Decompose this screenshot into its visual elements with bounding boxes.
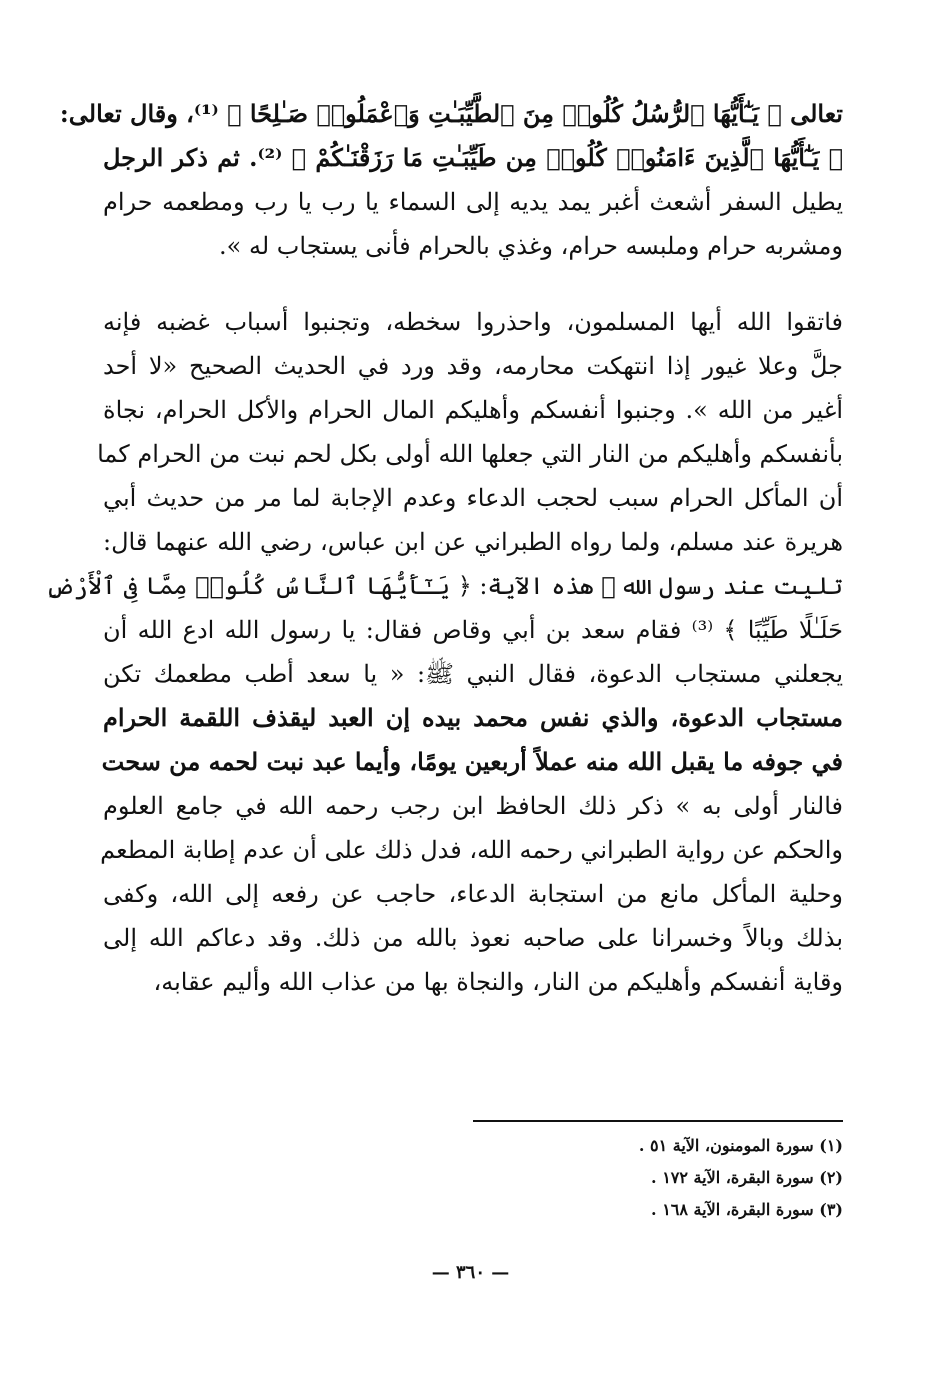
text-line: وحلية المأكل مانع من استجابة الدعاء، حاجب عن رفعه إلى الله، وكفى — [103, 880, 843, 908]
footnotes — [103, 1130, 843, 1226]
page-number: — ٣٦٠ — — [431, 1262, 510, 1283]
paragraph-haram-earnings — [45, 300, 844, 1004]
paragraph-quran-verses — [59, 92, 843, 268]
text-line: يطيل السفر أشعث أغبر يمد يديه إلى السماء يا رب يا رب ومطعمه حرام — [103, 188, 843, 216]
text-line: وقاية أنفسكم وأهليكم من النار، والنجاة بها من عذاب الله وأليم عقابه، — [153, 968, 843, 996]
text-line: بذلك وبالاً وخسرانا على صاحبه نعوذ بالله من ذلك. وقد دعاكم الله إلى — [103, 924, 843, 952]
text-line: ومشربه حرام وملبسه حرام، وغذي بالحرام فأنى يستجاب له ». — [219, 232, 843, 260]
text-line: والحكم عن رواية الطبراني رحمه الله، فدل ذلك على أن عدم إطابة المطعم — [100, 836, 843, 864]
hadith-line: مستجاب الدعوة، والذي نفس محمد بيده إن العبد ليقذف اللقمة الحرام — [103, 703, 843, 732]
text-line: ﴿ يَـٰٓأَيُّهَا ٱلَّذِينَ ءَامَنُوا۟ كُلُوا۟ مِن طَيِّبَـٰتِ مَا رَزَقْنَـٰكُمْ ﴾ ⁽²⁾. ثم ذكر الرجل — [103, 143, 843, 172]
text-line: يجعلني مستجاب الدعوة، فقال النبي ﷺ: « يا سعد أطب مطعمك تكن — [103, 660, 843, 688]
text-line: جلَّ وعلا غيور إذا انتهكت محارمه، وقد ورد في الحديث الصحيح «لا أحد — [103, 352, 843, 380]
footnote-divider — [473, 1120, 843, 1122]
text-line: هريرة عند مسلم، ولما رواه الطبراني عن ابن عباس، رضي الله عنهما قال: — [103, 528, 843, 556]
text-line: فالنار أولى به » ذكر ذلك الحافظ ابن رجب رحمه الله في جامع العلوم — [103, 792, 843, 820]
footnote-3: (٣) سورة البقرة، الآية ١٦٨ . — [651, 1200, 843, 1219]
footnote-2: (٢) سورة البقرة، الآية ١٧٢ . — [651, 1168, 843, 1187]
text-line: تعالى ﴿ يَـٰٓأَيُّهَا ٱلرُّسُلُ كُلُوا۟ مِنَ ٱلطَّيِّبَـٰتِ وَٱعْمَلُوا۟ صَـٰلِحًا ﴾ ⁽¹⁾، وقال تعالى: — [59, 99, 843, 128]
text-line: تليت عند رسول الله ﷺ هذه الآية: ﴿ يَـٰٓأَيُّهَا ٱلنَّاسُ كُلُوا۟ مِمَّا فِى ٱلْأَرْضِ — [45, 572, 843, 600]
text-line: أغير من الله ». وجنبوا أنفسكم وأهليكم المال الحرام والأكل الحرام، نجاة — [103, 396, 843, 424]
text-line: أن المأكل الحرام سبب لحجب الدعاء وعدم الإجابة لما مر من حديث أبي — [103, 484, 843, 512]
text-line: حَلَـٰلًا طَيِّبًا ﴾ ⁽³⁾ فقام سعد بن أبي وقاص فقال: يا رسول الله ادع الله أن — [103, 616, 844, 644]
footnote-1: (١) سورة المومنون، الآية ٥١ . — [638, 1136, 843, 1155]
text-line: بأنفسكم وأهليكم من النار التي جعلها الله أولى بكل لحم نبت من الحرام كما — [97, 440, 843, 468]
hadith-line: في جوفه ما يقبل الله منه عملاً أربعين يومًا، وأيما عبد نبت لحمه من سحت — [101, 747, 843, 776]
text-line: فاتقوا الله أيها المسلمون، واحذروا سخطه، وتجنبوا أسباب غضبه فإنه — [103, 308, 843, 336]
